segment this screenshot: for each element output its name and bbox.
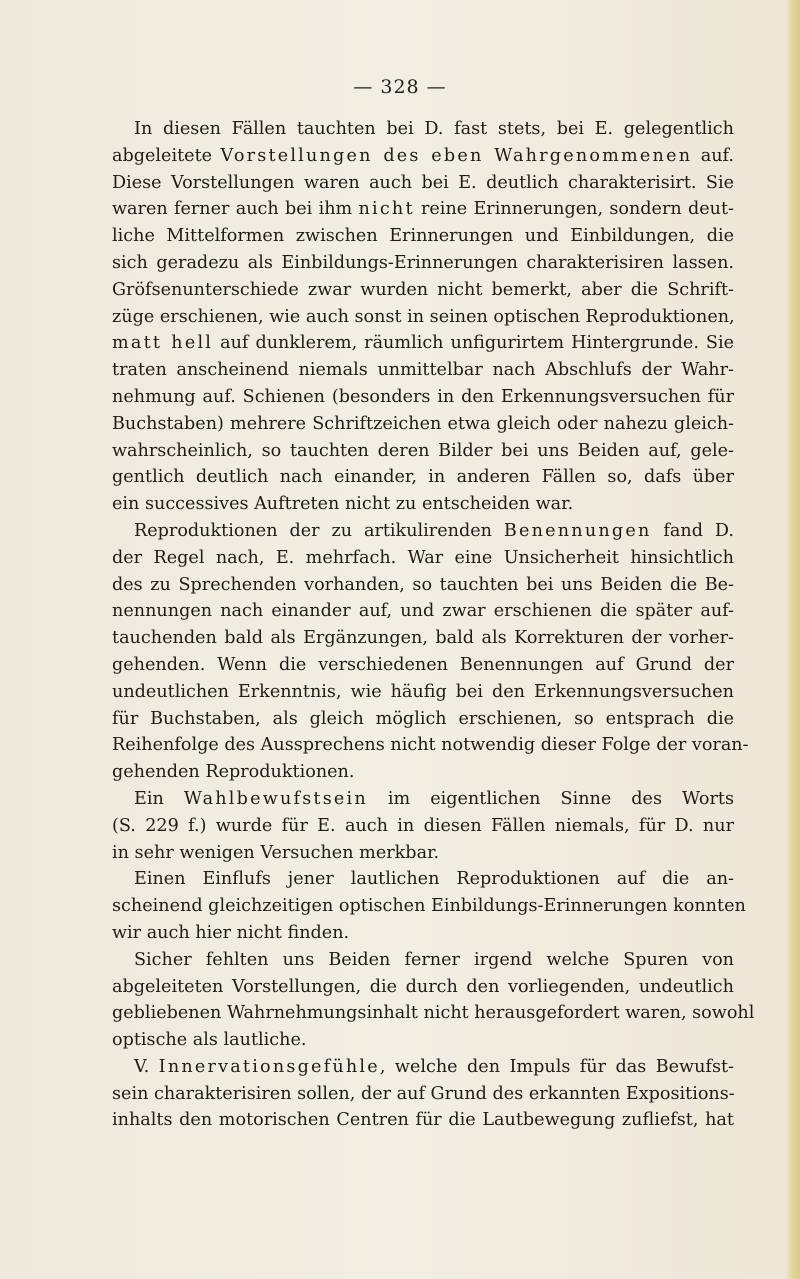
- spaced-emphasis: Vorstellungen des eben Wahrgenommenen: [220, 145, 693, 166]
- text-run: Diese Vorstellungen waren auch bei E. deutlich charakterisirt. Sie: [112, 172, 734, 193]
- text-run: gebliebenen Wahrnehmungsinhalt nicht herausgefordert waren, sowohl: [112, 1003, 755, 1024]
- text-line: [112, 438, 734, 465]
- text-run: gehenden Reproduktionen.: [112, 762, 355, 783]
- text-run: V.: [134, 1056, 159, 1077]
- text-run: züge erschienen, wie auch sonst in seinen optischen Reproduktionen,: [112, 306, 735, 327]
- text-run: für Buchstaben, als gleich möglich erschienen, so entsprach die: [112, 708, 734, 729]
- text-run: scheinend gleichzeitigen optischen Einbildungs-Erinnerungen konnten: [112, 896, 746, 917]
- text-run: abgeleitete: [112, 145, 221, 166]
- text-line: [112, 170, 734, 197]
- text-line: [112, 1081, 734, 1108]
- text-line: [112, 598, 734, 625]
- text-line: [112, 732, 749, 759]
- text-line: [112, 277, 734, 304]
- text-line: [112, 1027, 734, 1054]
- text-line: [112, 411, 734, 438]
- text-run: Sicher fehlten uns Beiden ferner irgend welche Spuren von: [134, 949, 734, 970]
- text-run: auf.: [692, 145, 735, 166]
- page-number: — 328 —: [353, 76, 447, 98]
- text-line: [112, 357, 734, 384]
- spaced-emphasis: Benennungen: [503, 520, 652, 541]
- text-run: (S. 229 f.) wurde für E. auch in diesen Fällen niemals, für D. nur: [112, 815, 734, 836]
- text-line: [112, 330, 734, 357]
- text-run: Ein: [134, 788, 184, 809]
- spaced-emphasis: nicht: [358, 199, 415, 220]
- body-text: [112, 116, 755, 1134]
- text-run: Einen Einflufs jener lautlichen Reproduktionen auf die an-: [134, 869, 734, 890]
- text-line: [112, 304, 734, 331]
- text-line: [112, 518, 734, 545]
- text-run: liche Mittelformen zwischen Erinnerungen und Einbildungen, die: [112, 226, 734, 247]
- text-run: , welche den Impuls für das Bewufst-: [379, 1056, 734, 1077]
- text-line: [112, 196, 734, 223]
- text-run: auf dunklerem, räumlich unfigurirtem Hintergrunde. Sie: [213, 333, 734, 354]
- text-line: [112, 1000, 755, 1027]
- text-run: abgeleiteten Vorstellungen, die durch den vorliegenden, undeutlich: [112, 976, 734, 997]
- text-run: reine Erinnerungen, sondern deut-: [414, 199, 735, 220]
- text-line: [112, 625, 734, 652]
- spaced-emphasis: matt hell: [112, 333, 214, 354]
- text-line: [112, 920, 734, 947]
- text-line: [112, 893, 746, 920]
- text-line: [112, 1054, 734, 1081]
- text-run: inhalts den motorischen Centren für die Lautbewegung zufliefst, hat: [112, 1110, 734, 1131]
- text-line: [112, 652, 734, 679]
- text-line: [112, 786, 734, 813]
- page-edge: [786, 0, 800, 1279]
- text-line: [112, 250, 734, 277]
- text-run: wahrscheinlich, so tauchten deren Bilder bei uns Beiden auf, gele-: [112, 440, 734, 461]
- text-run: waren ferner auch bei ihm: [112, 199, 359, 220]
- text-line: [112, 545, 734, 572]
- text-line: [112, 947, 734, 974]
- text-line: [112, 491, 734, 518]
- text-line: [112, 813, 734, 840]
- text-run: optische als lautliche.: [112, 1030, 307, 1051]
- text-run: in sehr wenigen Versuchen merkbar.: [112, 842, 440, 863]
- text-run: im eigentlichen Sinne des Worts: [367, 788, 734, 809]
- text-run: sein charakterisiren sollen, der auf Grund des erkannten Expositions-: [112, 1083, 735, 1104]
- text-run: undeutlichen Erkenntnis, wie häufig bei den Erkennungsversuchen: [112, 681, 734, 702]
- text-line: [112, 706, 734, 733]
- spaced-emphasis: Innervationsgefühle: [158, 1056, 380, 1077]
- text-run: nehmung auf. Schienen (besonders in den Erkennungsversuchen für: [112, 386, 734, 407]
- text-run: Buchstaben) mehrere Schriftzeichen etwa gleich oder nahezu gleich-: [112, 413, 734, 434]
- text-line: [112, 1107, 734, 1134]
- text-run: Reihenfolge des Aussprechens nicht notwendig dieser Folge der voran-: [112, 735, 749, 756]
- text-run: gentlich deutlich nach einander, in anderen Fällen so, dafs über: [112, 467, 734, 488]
- text-run: sich geradezu als Einbildungs-Erinnerungen charakterisiren lassen.: [112, 252, 734, 273]
- text-line: [112, 679, 734, 706]
- text-run: Gröfsenunterschiede zwar wurden nicht bemerkt, aber die Schrift-: [112, 279, 734, 300]
- text-run: fand D.: [651, 520, 734, 541]
- text-line: [112, 464, 734, 491]
- text-line: [112, 866, 734, 893]
- text-line: [112, 759, 734, 786]
- text-run: In diesen Fällen tauchten bei D. fast stets, bei E. gelegentlich: [134, 119, 734, 139]
- spaced-emphasis: Wahlbewufstsein: [183, 788, 368, 809]
- text-line: [112, 840, 734, 867]
- text-line: [112, 572, 734, 599]
- text-run: wir auch hier nicht finden.: [112, 922, 350, 943]
- text-run: des zu Sprechenden vorhanden, so tauchten bei uns Beiden die Be-: [112, 574, 734, 595]
- text-line: [112, 384, 734, 411]
- text-line: [112, 223, 734, 250]
- text-run: gehenden. Wenn die verschiedenen Benennungen auf Grund der: [112, 654, 734, 675]
- text-run: der Regel nach, E. mehrfach. War eine Unsicherheit hinsichtlich: [112, 547, 734, 568]
- text-line: [112, 143, 734, 170]
- text-run: ein successives Auftreten nicht zu entscheiden war.: [112, 494, 574, 515]
- text-run: traten anscheinend niemals unmittelbar nach Abschlufs der Wahr-: [112, 360, 734, 381]
- text-run: Reproduktionen der zu artikulirenden: [134, 520, 504, 541]
- text-run: nennungen nach einander auf, und zwar erschienen die später auf-: [112, 601, 734, 622]
- text-line: [112, 116, 734, 143]
- text-line: [112, 974, 734, 1001]
- text-run: tauchenden bald als Ergänzungen, bald als Korrekturen der vorher-: [112, 628, 734, 649]
